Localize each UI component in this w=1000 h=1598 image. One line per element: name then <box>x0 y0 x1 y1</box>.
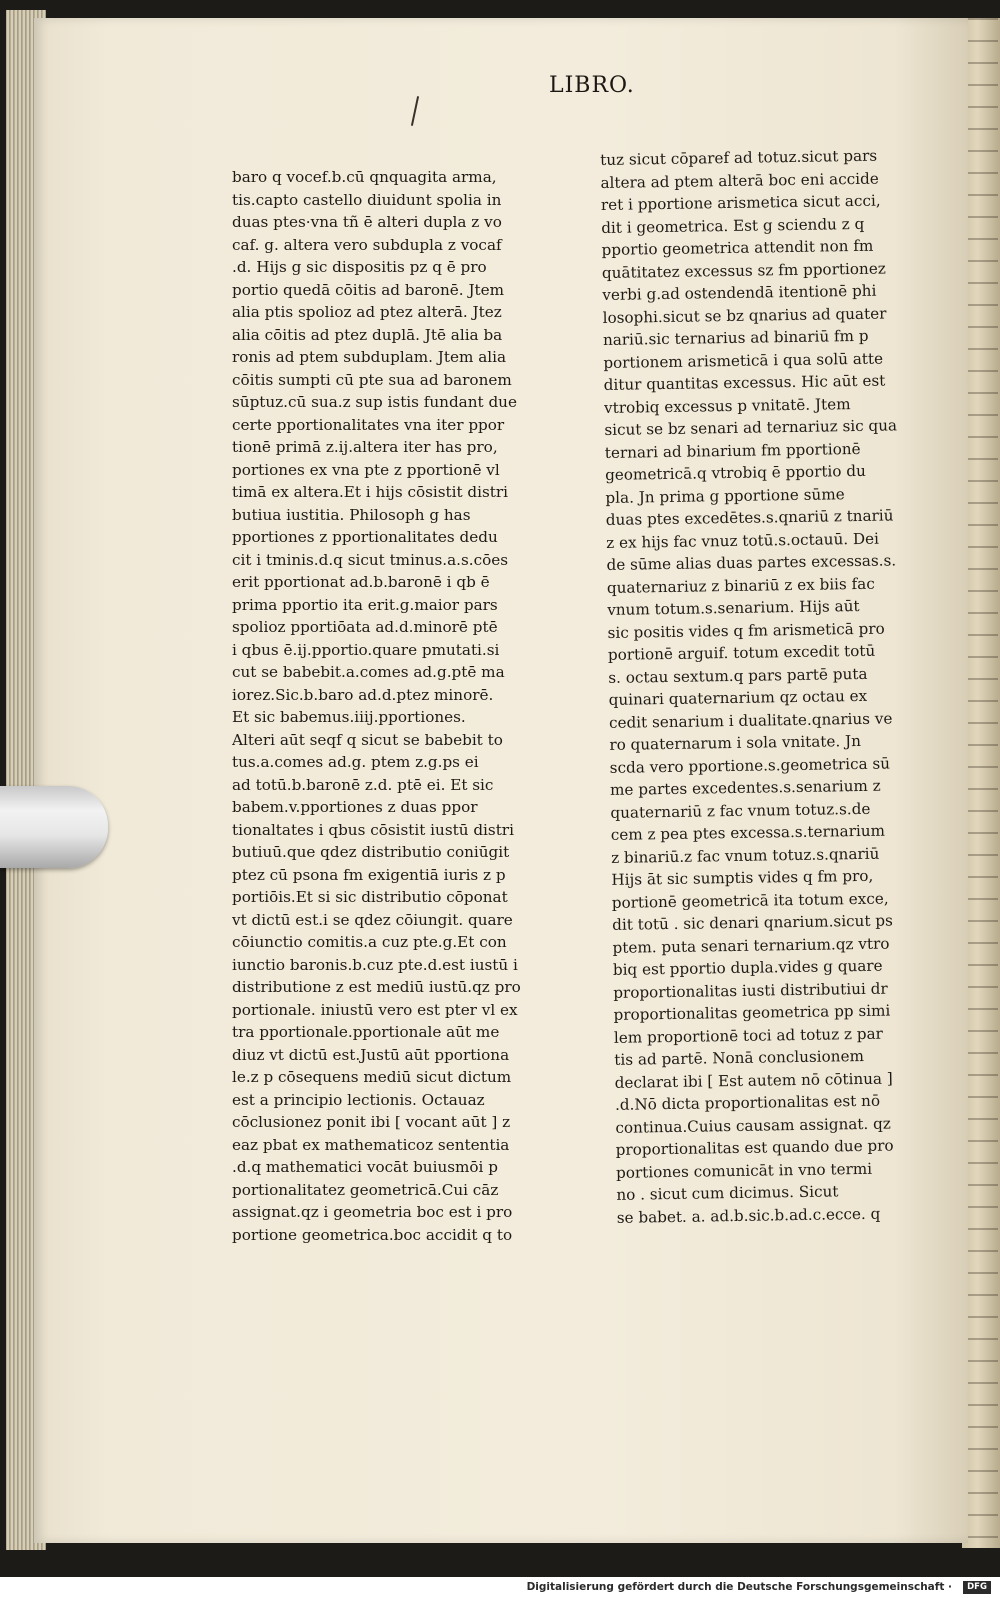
text-line: proportionalitas iusti distributiui dr <box>613 979 888 1002</box>
text-line: alia cōitis ad ptez duplā. Jtē alia ba <box>232 325 503 344</box>
text-line: z binariū.z fac vnum totuz.s.qnariū <box>610 844 880 867</box>
text-line: ternari ad binarium fm pportionē <box>604 439 861 462</box>
text-line: portiones comunicāt in vno termi <box>615 1159 873 1182</box>
text-line: spolioz pportiōata ad.d.minorē ptē <box>232 618 498 636</box>
text-line: butiuū.que qdez distributio coniūgit <box>232 843 510 861</box>
text-line: lem proportionē toci ad totuz z par <box>613 1024 883 1047</box>
text-line: nariū.sic ternarius ad binariū fm p <box>602 326 869 349</box>
text-line: dit totū . sic denari qnarium.sicut ps <box>612 911 893 934</box>
text-line: losophi.sicut se bz qnarius ad quater <box>602 304 887 327</box>
text-line: ro quaternarum i sola vnitate. Jn <box>609 731 862 754</box>
text-line: portionē arguif. totum excedit totū <box>607 641 876 664</box>
text-line: sūptuz.cū sua.z sup istis fundant due <box>232 393 517 411</box>
text-line: .d.Nō dicta proportionalitas est nō <box>614 1091 881 1114</box>
text-line: iorez.Sic.b.baro ad.d.ptez minorē. <box>232 685 494 704</box>
text-line: vnum totum.s.senarium. Hijs aūt <box>607 596 860 619</box>
facing-page-ghost-text <box>964 18 998 1548</box>
text-line: dit i geometrica. Est g sciendu z q <box>601 214 865 237</box>
text-line: portionem arismeticā i qua solū atte <box>603 349 884 372</box>
text-line: s. octau sextum.q pars partē puta <box>608 664 868 687</box>
text-line: tuz sicut cōparef ad totuz.sicut pars <box>600 146 878 169</box>
left-text-column <box>232 166 542 1246</box>
text-line: tis ad partē. Nonā conclusionem <box>614 1046 865 1069</box>
text-line: portionale. iniustū vero est pter vl ex <box>232 1000 518 1019</box>
text-line: caf. g. altera vero subdupla z vocaf <box>232 235 502 254</box>
text-line: cedit senarium i dualitate.qnarius ve <box>608 708 893 732</box>
text-line: cem z pea ptes excessa.s.ternarium <box>610 821 886 844</box>
text-line: portione geometrica.boc accidit q to <box>232 1225 513 1244</box>
text-line: sicut se bz senari ad ternariuz sic qua <box>604 416 898 439</box>
text-line: me partes excedentes.s.senarium z <box>609 776 881 799</box>
text-line: timā ex altera.Et i hijs cōsistit distri <box>232 483 509 501</box>
text-line: sic positis vides q fm arismeticā pro <box>607 619 885 642</box>
text-line: cit i tminis.d.q sicut tminus.a.s.cōes <box>232 550 509 569</box>
text-line: tra pportionale.pportionale aūt me <box>232 1023 500 1041</box>
text-line: no . sicut cum dicimus. Sicut <box>616 1182 839 1204</box>
text-line: Et sic babemus.iiij.pportiones. <box>232 708 466 726</box>
text-line: distributione z est mediū iustū.qz pro <box>232 978 521 996</box>
text-line: ditur quantitas excessus. Hic aūt est <box>603 371 886 394</box>
text-line: ad totū.b.baronē z.d. ptē ei. Et sic <box>232 775 494 794</box>
text-line: continua.Cuius causam assignat. qz <box>615 1114 891 1137</box>
text-line: pportiones z pportionalitates dedu <box>232 528 498 546</box>
text-line: diuz vt dictū est.Justū aūt pportiona <box>232 1045 510 1064</box>
text-line: z ex hijs fac vnuz totū.s.octauū. Dei <box>606 529 880 552</box>
text-line: vt dictū est.i se qdez cōiungit. quare <box>232 910 513 929</box>
running-head: LIBRO. <box>549 73 635 98</box>
text-line: tionaltates i qbus cōsistit iustū distri <box>232 820 514 839</box>
text-line: baro q vocef.b.cū qnquagita arma, <box>232 168 497 186</box>
right-text-column <box>600 144 932 1229</box>
text-line: verbi g.ad ostendendā itentionē phi <box>602 281 877 304</box>
text-line: ronis ad ptem subduplam. Jtem alia <box>232 348 507 366</box>
text-line: se babet. a. ad.b.sic.b.ad.c.ecce. q <box>616 1204 881 1227</box>
text-line: geometricā.q vtrobiq ē pportio du <box>604 461 866 484</box>
text-line: tus.a.comes ad.g. ptem z.g.ps ei <box>232 753 479 771</box>
text-line: cut se babebit.a.comes ad.g.ptē ma <box>232 663 505 681</box>
text-line: erit pportionat ad.b.baronē i qb ē <box>232 573 490 591</box>
text-line: biq est pportio dupla.vides g quare <box>612 956 883 979</box>
text-line: portiōis.Et si sic distributio cōponat <box>232 888 508 906</box>
text-line: Alteri aūt seqf q sicut se babebit to <box>232 730 503 749</box>
text-line: iunctio baronis.b.cuz pte.d.est iustū i <box>232 955 518 974</box>
text-line: portiones ex vna pte z pportionē vl <box>232 460 500 479</box>
text-line: tis.capto castello diuidunt spolia in <box>232 190 502 209</box>
text-line: i qbus ē.ij.pportio.quare pmutati.si <box>232 640 500 659</box>
text-line: duas ptes excedētes.s.qnariū z tnariū <box>605 506 894 529</box>
text-line: ptem. puta senari ternarium.qz vtro <box>612 934 890 957</box>
text-line: assignat.qz i geometria boc est i pro <box>232 1203 513 1221</box>
text-line: scda vero pportione.s.geometrica sū <box>609 754 891 777</box>
text-line: cōclusionez ponit ibi [ vocant aūt ] z <box>232 1113 511 1131</box>
text-line: pportio geometrica attendit non fm <box>601 236 874 259</box>
text-line: .d.q mathematici vocāt buiusmōi p <box>232 1158 498 1176</box>
text-line: quātitatez excessus sz fm pportionez <box>601 259 886 282</box>
bookmark-clip <box>0 786 108 868</box>
text-line: alia ptis spolioz ad ptez alterā. Jtez <box>232 303 502 321</box>
text-line: est a principio lectionis. Octauaz <box>232 1090 485 1109</box>
text-line: cōiunctio comitis.a cuz pte.g.Et con <box>232 933 507 951</box>
text-line: .d. Hijs g sic dispositis pz q ē pro <box>232 258 487 276</box>
footer-credit: Digitalisierung gefördert durch die Deutsche Forschungsgemeinschaft · <box>526 1581 952 1593</box>
text-line: quaternariū z fac vnum totuz.s.de <box>610 799 871 822</box>
text-line: butiua iustitia. Philosoph g has <box>232 505 471 524</box>
text-line: proportionalitas geometrica pp simi <box>613 1001 891 1024</box>
text-line: cōitis sumpti cū pte sua ad baronem <box>232 370 512 389</box>
text-line: duas ptes·vna tñ ē alteri dupla z vo <box>232 213 502 231</box>
text-line: tionē primā z.ij.altera iter has pro, <box>232 438 498 456</box>
text-line: le.z p cōsequens mediū sicut dictum <box>232 1068 512 1086</box>
dfg-logo: DFG <box>963 1581 991 1594</box>
text-line: vtrobiq excessus p vnitatē. Jtem <box>603 394 851 417</box>
text-line: ret i pportione arismetica sicut acci, <box>600 191 881 214</box>
text-line: de sūme alias duas partes excessas.s. <box>606 551 897 574</box>
text-line: eaz pbat ex mathematicoz sententia <box>232 1135 510 1154</box>
text-line: pla. Jn prima g pportione sūme <box>605 484 845 507</box>
text-line: altera ad ptem alterā boc eni accide <box>600 169 879 192</box>
text-line: portionē geometricā ita totum exce, <box>611 889 889 912</box>
text-line: portio quedā cōitis ad baronē. Jtem <box>232 280 505 299</box>
text-line: portionalitatez geometricā.Cui cāz <box>232 1180 499 1199</box>
text-line: certe pportionalitates vna iter ppor <box>232 415 505 434</box>
text-line: Hijs āt sic sumptis vides q fm pro, <box>611 866 874 889</box>
text-line: prima pportio ita erit.g.maior pars <box>232 595 498 614</box>
text-line: babem.v.pportiones z duas ppor <box>232 798 478 816</box>
text-line: quaternariuz z binariū z ex biis fac <box>606 574 875 597</box>
text-line: proportionalitas est quando due pro <box>615 1136 894 1159</box>
text-line: quinari quaternarium qz octau ex <box>608 686 868 709</box>
text-line: declarat ibi [ Est autem nō cōtinua ] <box>614 1069 893 1092</box>
text-line: ptez cū psona fm exigentiā iuris z p <box>232 865 506 884</box>
